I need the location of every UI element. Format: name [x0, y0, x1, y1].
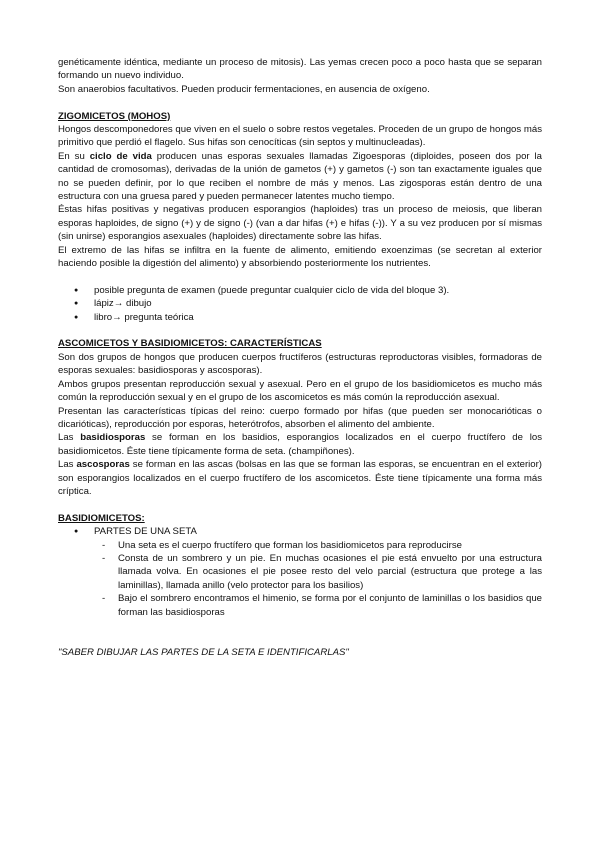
- ascosporas-paragraph: Las ascosporas se forman en las ascas (bolsas en las que se forman las esporas, se encuentran en el exterior) son esporangios localizados en el cuerpo fructífero de los ascomicetos. Éste tiene típicamente una forma más críptica.: [58, 459, 542, 497]
- intro-paragraph-2: Son anaerobios facultativos. Pueden producir fermentaciones, en ausencia de oxígeno.: [58, 83, 430, 95]
- zigomicetos-paragraph-2: En su ciclo de vida producen unas esporas sexuales llamadas Zigoesporas (diploides, poseen dos por la cantidad de cromosomas), derivadas de la unión de gametos (+) y gametos (-) son tan exactamente iguales que no se pueden definir, por lo que reciben el nombre de más y menos. Las zigosporas están dentro de una estructura con una gruesa pared y pueden permanecer latentes mucho tiempo.: [58, 150, 542, 203]
- ascosporas-term: ascosporas: [76, 459, 130, 471]
- intro-paragraph: genéticamente idéntica, mediante un proceso de mitosis). Las yemas crecen poco a poco hasta que se separan formando un nuevo individuo.: [58, 57, 542, 82]
- list-item: ● PARTES DE UNA SETA: [58, 525, 542, 538]
- document-page: [58, 56, 542, 659]
- ascomicetos-paragraph-2: Ambos grupos presentan reproducción sexual y asexual. Pero en el grupo de los basidiomicetos es mucho más común la reproducción sexual y en el grupo de los ascomicetos es más común la reproducción asexual.: [58, 378, 542, 404]
- list-item: ● posible pregunta de examen (puede preguntar cualquier ciclo de vida del bloque 3).: [58, 284, 542, 297]
- seta-list: [58, 525, 542, 538]
- notes-list: [58, 284, 542, 324]
- basidiomicetos-heading: BASIDIOMICETOS:: [58, 512, 145, 524]
- ascomicetos-heading: ASCOMICETOS Y BASIDIOMICETOS: CARACTERÍSTICAS: [58, 338, 322, 350]
- list-item: - Una seta es el cuerpo fructífero que forman los basidiomicetos para reproducirse: [58, 539, 542, 552]
- list-item: ● lápiz→ dibujo: [58, 297, 542, 310]
- ciclo-de-vida-term: ciclo de vida: [89, 150, 152, 162]
- zigomicetos-heading: ZIGOMICETOS (MOHOS): [58, 110, 171, 122]
- ascomicetos-paragraph-1: Son dos grupos de hongos que producen cuerpos fructíferos (estructuras reproductoras visibles, formadoras de esporas sexuales: basidiosporas y ascosporas).: [58, 351, 542, 377]
- basidiosporas-term: basidiosporas: [80, 432, 146, 444]
- zigomicetos-paragraph-3: Éstas hifas positivas y negativas producen esporangios (haploides) tras un proceso de meiosis, que liberan esporas haploides, de signo (+) y de signo (-) (van a dar hifas (+) e hifas (-)). Y a su vez producen por sí mismas (sin unirse) esporangios asexuales (haploides) directamente sobre las hifas.: [58, 204, 542, 243]
- list-item: - Bajo el sombrero encontramos el himenio, se forma por el conjunto de laminillas o los basidios que forman las basidiosporas: [58, 592, 542, 619]
- footer-note: "SABER DIBUJAR LAS PARTES DE LA SETA E IDENTIFICARLAS": [58, 646, 349, 658]
- list-item: ● libro→ pregunta teórica: [58, 311, 542, 324]
- zigomicetos-paragraph-4: El extremo de las hifas se infiltra en la fuente de alimento, emitiendo exoenzimas (se secretan al exterior haciendo posible la digestión del alimento) y absorbiendo posteriormente los nutrientes.: [58, 244, 542, 270]
- list-item: - Consta de un sombrero y un pie. En muchas ocasiones el pie está envuelto por una estructura llamada volva. En ocasiones el pie posee resto del velo parcial (estructura que protege a las laminillas), llamada anillo (velo protector para los basilios): [58, 552, 542, 592]
- basidiosporas-paragraph: Las basidiosporas se forman en los basidios, esporangios localizados en el cuerpo fructífero de los basidiomicetos. Éste tiene típicamente forma de seta. (champiñones).: [58, 432, 542, 457]
- seta-sublist: [58, 539, 542, 619]
- ascomicetos-paragraph-3: Presentan las características típicas del reino: cuerpo formado por hifas (que pueden ser monocarióticas o dicarióticas), reproducción por esporas, heterótrofos, absorben el alimento del ambiente.: [58, 405, 542, 430]
- zigomicetos-paragraph-1: Hongos descomponedores que viven en el suelo o sobre restos vegetales. Proceden de un grupo de hongos más primitivo que perdió el flagelo. Sus hifas son cenocíticas (sin septos y multinucleadas).: [58, 124, 542, 149]
